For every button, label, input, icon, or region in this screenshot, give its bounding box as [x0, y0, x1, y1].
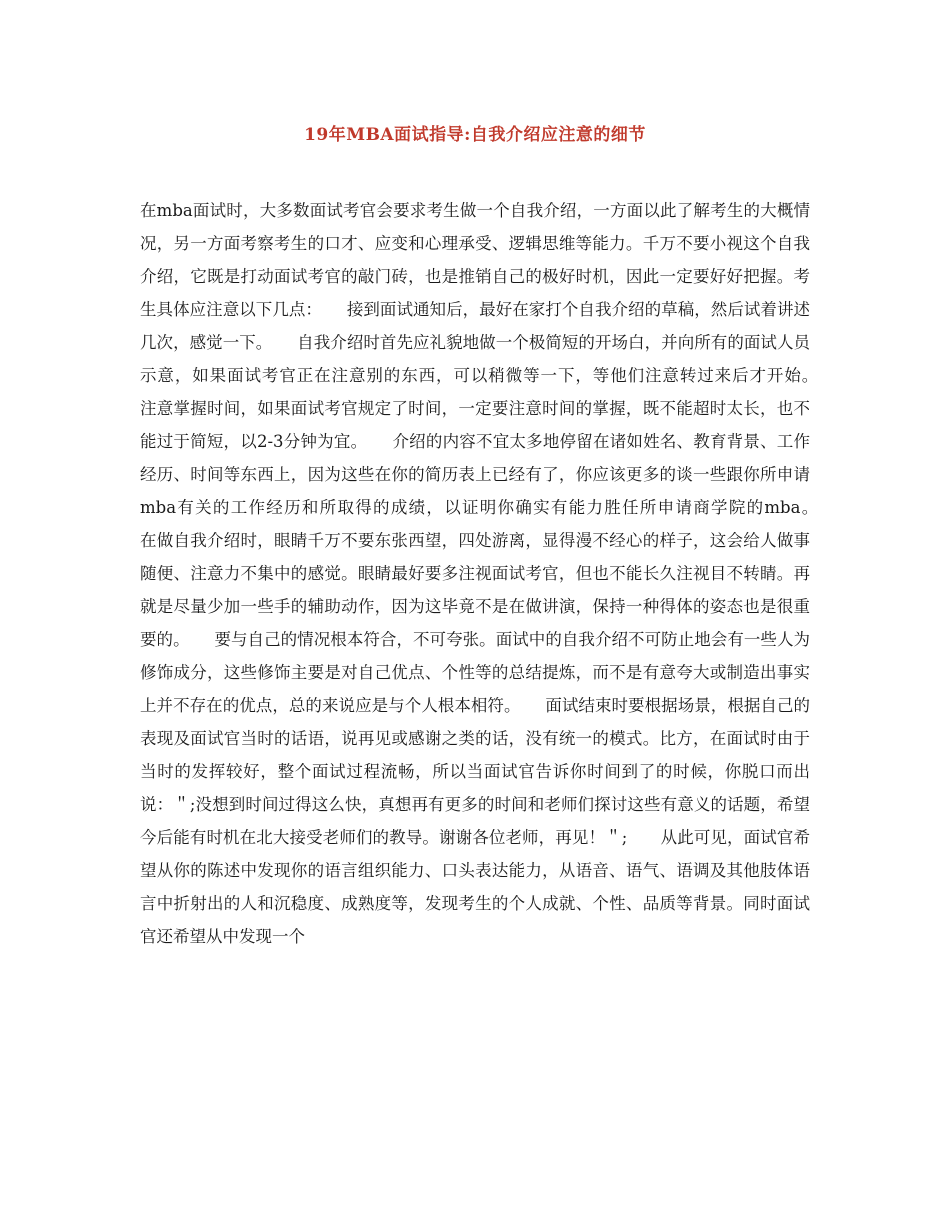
document-title: 19年MBA面试指导:自我介绍应注意的细节 — [304, 125, 646, 145]
body-paragraph: 在mba面试时，大多数面试考官会要求考生做一个自我介绍，一方面以此了解考生的大概情况，另一方面考察考生的口才、应变和心理承受、逻辑思维等能力。千万不要小视这个自我介绍，它既是打动面试考官的敲门砖，也是推销自己的极好时机，因此一定要好好把握。考生具体应注意以下几点： 接到面试通知后，最好在家打个自我介绍的草稿，然后试着讲述几次，感觉一下。 自我介绍时首先应礼貌地做一个极简短的开场白，并向所有的面试人员示意，如果面试考官正在注意别的东西，可以稍微等一下，等他们注意转过来后才开始。 注意掌握时间，如果面试考官规定了时间，一定要注意时间的掌握，既不能超时太长，也不能过于简短，以2-3分钟为宜。 介绍的内容不宜太多地停留在诸如姓名、教育背景、工作经历、时间等东西上，因为这些在你的简历表上已经有了，你应该更多的谈一些跟你所申请mba有关的工作经历和所取得的成绩，以证明你确实有能力胜任所申请商学院的mba。 在做自我介绍时，眼睛千万不要东张西望，四处游离，显得漫不经心的样子，这会给人做事随便、注意力不集中的感觉。眼睛最好要多注视面试考官，但也不能长久注视目不转睛。再就是尽量少加一些手的辅助动作，因为这毕竟不是在做讲演，保持一种得体的姿态也是很重要的。 要与自己的情况根本符合，不可夸张。面试中的自我介绍不可防止地会有一些人为修饰成分，这些修饰主要是对自己优点、个性等的总结提炼，而不是有意夸大或制造出事实上并不存在的优点，总的来说应是与个人根本相符。 面试结束时要根据场景，根据自己的表现及面试官当时的话语，说再见或感谢之类的话，没有统一的模式。比方，在面试时由于当时的发挥较好，整个面试过程流畅，所以当面试官告诉你时间到了的时候，你脱口而出说：＂;没想到时间过得这么快，真想再有更多的时间和老师们探讨这些有意义的话题，希望今后能有时机在北大接受老师们的教导。谢谢各位老师，再见！＂; 从此可见，面试官希望从你的陈述中发现你的语言组织能力、口头表达能力，从语音、语气、语调及其他肢体语言中折射出的人和沉稳度、成熟度等，发现考生的个人成就、个性、品质等背景。同时面试官还希望从中发现一个 — [140, 201, 843, 946]
document-body — [140, 194, 843, 953]
